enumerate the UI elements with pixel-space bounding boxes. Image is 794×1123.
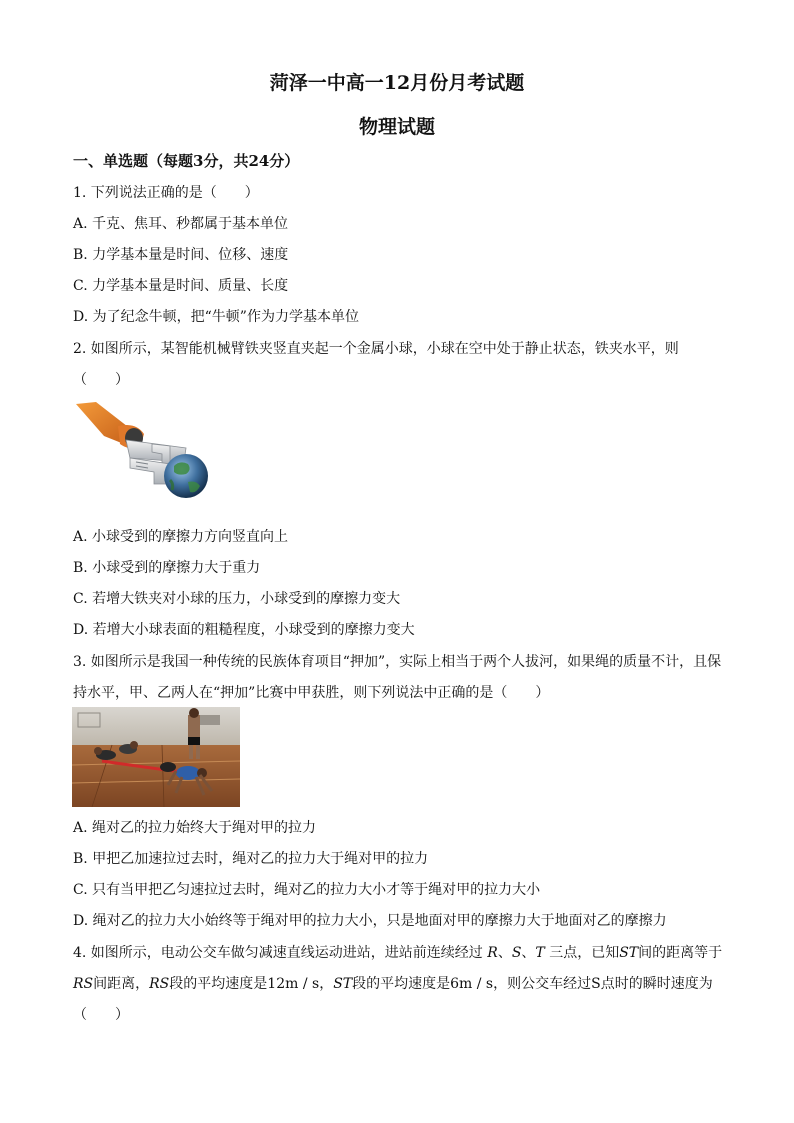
section-heading: 一、单选题（每题3分，共24分） <box>73 152 300 170</box>
segment-rs-2: RS <box>149 976 170 992</box>
q2-stem-line2: （ ） <box>73 372 129 388</box>
yajia-photo-figure <box>72 707 240 807</box>
q1-option-d: D. 为了纪念牛顿，把“牛顿”作为力学基本单位 <box>73 309 359 325</box>
speed-rs: 12m / s <box>267 976 320 992</box>
q3-option-b: B. 甲把乙加速拉过去时，绳对乙的拉力大于绳对甲的拉力 <box>73 851 429 867</box>
q2-option-a: A. 小球受到的摩擦力方向竖直向上 <box>73 529 289 545</box>
point-r: R <box>487 945 498 961</box>
q4-text-1b: 三点，已知 <box>549 945 620 961</box>
q3-option-d: D. 绳对乙的拉力大小始终等于绳对甲的拉力大小，只是地面对甲的摩擦力大于地面对乙的摩擦力 <box>73 913 667 929</box>
exam-title: 菏泽一中高一12月份月考试题 <box>269 72 525 94</box>
point-t: T <box>535 945 545 961</box>
q4-text-2e: ，则公交车经过S点时的瞬时速度为 <box>493 976 713 992</box>
q4-text-1a: 4. 如图所示，电动公交车做匀减速直线运动进站，进站前连续经过 <box>73 945 483 961</box>
q3-stem-line1: 3. 如图所示是我国一种传统的民族体育项目“押加”，实际上相当于两个人拔河，如果绳的质量不计，且保 <box>73 654 722 670</box>
q1-option-c: C. 力学基本量是时间、质量、长度 <box>73 278 289 294</box>
point-s: S <box>511 945 522 961</box>
q3-option-c: C. 只有当甲把乙匀速拉过去时，绳对乙的拉力大小才等于绳对甲的拉力大小 <box>73 882 541 898</box>
q4-text-2a: 间距离， <box>93 976 150 992</box>
q3-option-a: A. 绳对乙的拉力始终大于绳对甲的拉力 <box>73 820 317 836</box>
segment-rs: RS <box>73 976 94 992</box>
q4-text-2c: ， <box>319 976 334 992</box>
segment-st-2: ST <box>333 976 353 992</box>
q2-option-c: C. 若增大铁夹对小球的压力，小球受到的摩擦力变大 <box>73 591 401 607</box>
q2-option-b: B. 小球受到的摩擦力大于重力 <box>73 560 261 576</box>
q4-text-2b: 段的平均速度是 <box>169 976 268 992</box>
q4-stem-line2 <box>73 973 713 993</box>
q4-separator-1: 、 <box>497 945 512 961</box>
q1-stem: 1. 下列说法正确的是（ ） <box>73 185 259 201</box>
exam-subtitle: 物理试题 <box>358 116 435 138</box>
q4-text-1c: 间的距离等于 <box>638 945 723 961</box>
q3-stem-line2: 持水平，甲、乙两人在“押加”比赛中甲获胜，则下列说法中正确的是（ ） <box>73 685 550 701</box>
q4-text-2d: 段的平均速度是 <box>352 976 451 992</box>
q1-option-b: B. 力学基本量是时间、位移、速度 <box>73 247 289 263</box>
q1-option-a: A. 千克、焦耳、秒都属于基本单位 <box>73 216 289 232</box>
segment-st: ST <box>619 945 639 961</box>
robot-arm-clamp-figure <box>74 400 214 506</box>
q4-separator-2: 、 <box>521 945 536 961</box>
q2-option-d: D. 若增大小球表面的粗糙程度，小球受到的摩擦力变大 <box>73 622 415 638</box>
q4-stem-line3: （ ） <box>73 1007 129 1023</box>
q2-stem-line1: 2. 如图所示，某智能机械臂铁夹竖直夹起一个金属小球，小球在空中处于静止状态，铁夹水平，则 <box>73 341 679 357</box>
speed-st: 6m / s <box>450 976 494 992</box>
q4-stem-line1 <box>73 942 722 962</box>
